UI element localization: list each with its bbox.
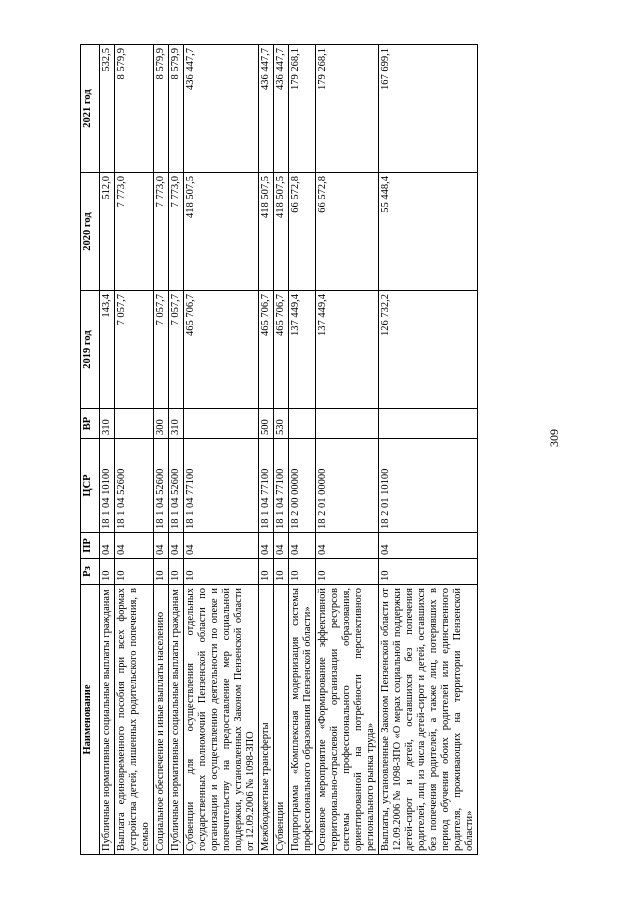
row-name: Выплата единовременного пособия при всех формах устройства детей, лишенных родительского попечения, в семью: [115, 585, 154, 855]
row-csr: 18 1 04 52600: [169, 439, 184, 533]
row-pr: 04: [100, 533, 115, 559]
page-number: 309: [547, 429, 561, 447]
row-2020: 66 572,8: [316, 173, 379, 291]
row-2020: 7 773,0: [115, 173, 154, 291]
row-vr: 500: [259, 409, 274, 439]
table-row: [274, 45, 289, 855]
table-row: [100, 45, 115, 855]
row-pr: 04: [379, 533, 478, 559]
table-header-row: [81, 45, 100, 855]
row-2019: 137 449,4: [289, 291, 316, 409]
row-rz: 10: [154, 559, 169, 585]
row-pr: 04: [115, 533, 154, 559]
row-vr: [115, 409, 154, 439]
row-2021: 436 447,7: [184, 45, 259, 173]
row-pr: 04: [154, 533, 169, 559]
row-name: Выплаты, установленные Законом Пензенской области от 12.09.2006 № 1098-ЗПО «О мерах социальной поддержки детей-сирот и детей, оставшихся без попечения родителей, лиц из числа детей-сирот и детей, оставшихся без попечения родителей, а также лиц, потерявших в период обучения обоих родителей или единственного родителя, проживающих на территории Пензенской области»: [379, 585, 478, 855]
row-rz: 10: [316, 559, 379, 585]
row-csr: 18 1 04 52600: [115, 439, 154, 533]
row-rz: 10: [100, 559, 115, 585]
row-2020: 7 773,0: [154, 173, 169, 291]
row-vr: 310: [169, 409, 184, 439]
row-2020: 512,0: [100, 173, 115, 291]
row-rz: 10: [289, 559, 316, 585]
row-2021: 436 447,7: [274, 45, 289, 173]
row-name: Публичные нормативные социальные выплаты гражданам: [169, 585, 184, 855]
table-row: [259, 45, 274, 855]
row-2019: 7 057,7: [169, 291, 184, 409]
table-row: [115, 45, 154, 855]
row-pr: 04: [169, 533, 184, 559]
row-vr: [184, 409, 259, 439]
row-pr: 04: [316, 533, 379, 559]
col-header-vr: ВР: [81, 409, 100, 439]
row-2020: 418 507,5: [274, 173, 289, 291]
row-vr: 300: [154, 409, 169, 439]
row-name: Субвенции: [274, 585, 289, 855]
row-csr: 18 1 04 77100: [259, 439, 274, 533]
row-rz: 10: [259, 559, 274, 585]
row-name: Субвенции для осуществления отдельных государственных полномочий Пензенской области по организации и осуществлению деятельности по опеке и попечительству на предоставление мер социальной поддержки, установленных Законом Пензенской области от 12.09.2006 № 1098-ЗПО: [184, 585, 259, 855]
row-vr: [289, 409, 316, 439]
row-2020: 7 773,0: [169, 173, 184, 291]
row-vr: [379, 409, 478, 439]
row-2019: 465 706,7: [184, 291, 259, 409]
row-2020: 55 448,4: [379, 173, 478, 291]
row-csr: 18 1 04 10100: [100, 439, 115, 533]
table-row: [316, 45, 379, 855]
table-row: [289, 45, 316, 855]
budget-table-sheet: [80, 45, 530, 855]
row-csr: 18 2 01 10100: [379, 439, 478, 533]
row-csr: 18 2 00 00000: [289, 439, 316, 533]
row-csr: 18 1 04 52600: [154, 439, 169, 533]
table-row: [184, 45, 259, 855]
row-2020: 66 572,8: [289, 173, 316, 291]
col-header-rz: Рз: [81, 559, 100, 585]
row-name: Межбюджетные трансферты: [259, 585, 274, 855]
col-header-2020: 2020 год: [81, 173, 100, 291]
row-2019: 137 449,4: [316, 291, 379, 409]
row-2021: 532,5: [100, 45, 115, 173]
row-rz: 10: [169, 559, 184, 585]
row-rz: 10: [115, 559, 154, 585]
row-2019: 126 732,2: [379, 291, 478, 409]
row-2019: 465 706,7: [274, 291, 289, 409]
row-vr: [316, 409, 379, 439]
col-header-2021: 2021 год: [81, 45, 100, 173]
row-pr: 04: [259, 533, 274, 559]
row-2019: 7 057,7: [154, 291, 169, 409]
row-pr: 04: [274, 533, 289, 559]
budget-table: [80, 44, 478, 855]
row-pr: 04: [184, 533, 259, 559]
row-vr: 530: [274, 409, 289, 439]
row-2020: 418 507,5: [259, 173, 274, 291]
row-rz: 10: [274, 559, 289, 585]
table-row: [154, 45, 169, 855]
row-2021: 167 699,1: [379, 45, 478, 173]
row-pr: 04: [289, 533, 316, 559]
row-2021: 179 268,1: [289, 45, 316, 173]
row-2021: 436 447,7: [259, 45, 274, 173]
col-header-2019: 2019 год: [81, 291, 100, 409]
row-name: Социальное обеспечение и иные выплаты населению: [154, 585, 169, 855]
row-2019: 465 706,7: [259, 291, 274, 409]
row-rz: 10: [184, 559, 259, 585]
row-2021: 8 579,9: [115, 45, 154, 173]
col-header-name: Наименование: [81, 585, 100, 855]
row-name: Основное мероприятие «Формирование эффективной территориально-отраслевой организации ресурсов системы профессионального образования, ориентированной на потребности перспективного регионального рынка труда»: [316, 585, 379, 855]
table-row: [379, 45, 478, 855]
row-2019: 7 057,7: [115, 291, 154, 409]
row-csr: 18 1 04 77100: [274, 439, 289, 533]
row-2021: 179 268,1: [316, 45, 379, 173]
col-header-csr: ЦСР: [81, 439, 100, 533]
row-2021: 8 579,9: [154, 45, 169, 173]
col-header-pr: ПР: [81, 533, 100, 559]
row-rz: 10: [379, 559, 478, 585]
row-2019: 143,4: [100, 291, 115, 409]
row-vr: 310: [100, 409, 115, 439]
row-name: Публичные нормативные социальные выплаты гражданам: [100, 585, 115, 855]
row-csr: 18 1 04 77100: [184, 439, 259, 533]
row-2020: 418 507,5: [184, 173, 259, 291]
row-name: Подпрограмма «Комплексная модернизация системы профессионального образования Пензенской области»: [289, 585, 316, 855]
row-2021: 8 579,9: [169, 45, 184, 173]
table-row: [169, 45, 184, 855]
row-csr: 18 2 01 00000: [316, 439, 379, 533]
